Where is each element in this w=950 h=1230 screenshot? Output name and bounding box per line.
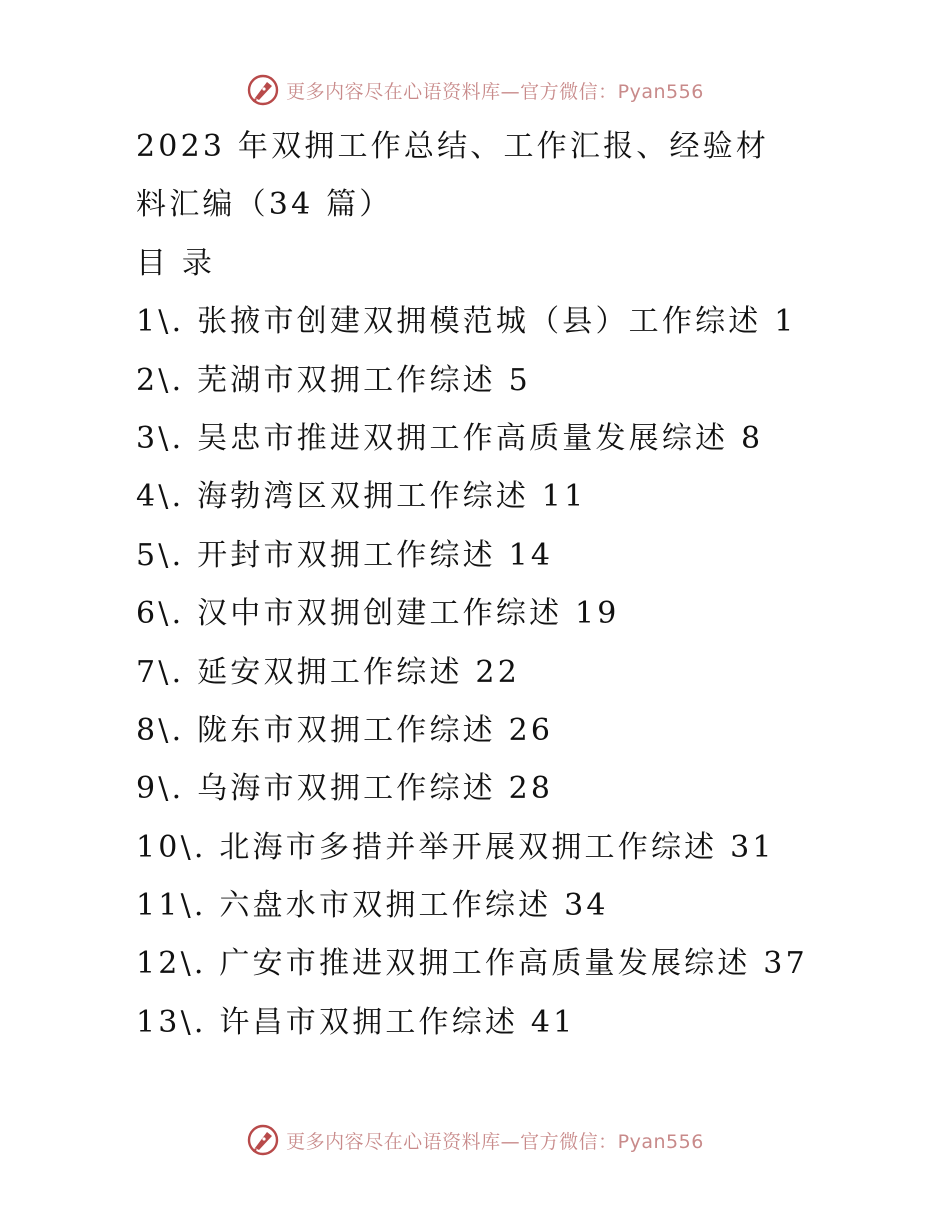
toc-item[interactable]: 8\. 陇东市双拥工作综述 26 <box>136 712 554 748</box>
footer-watermark-banner <box>0 1120 950 1160</box>
toc-item[interactable]: 6\. 汉中市双拥创建工作综述 19 <box>136 596 620 632</box>
pen-nib-logo-icon <box>246 1123 280 1157</box>
toc-item[interactable]: 1\. 张掖市创建双拥模范城（县）工作综述 1 <box>136 304 797 340</box>
toc-item[interactable]: 9\. 乌海市双拥工作综述 28 <box>136 771 554 807</box>
document-title-line-1: 2023 年双拥工作总结、工作汇报、经验材 <box>136 129 770 164</box>
toc-list <box>136 293 836 1052</box>
header-watermark-banner <box>0 70 950 110</box>
watermark-text: 更多内容尽在心语资料库—官方微信：Pyan556 <box>286 1130 704 1153</box>
toc-item[interactable]: 13\. 许昌市双拥工作综述 41 <box>136 1004 576 1040</box>
toc-item[interactable]: 7\. 延安双拥工作综述 22 <box>136 654 520 690</box>
toc-item[interactable]: 11\. 六盘水市双拥工作综述 34 <box>136 888 609 924</box>
document-title-line-2: 料汇编（34 篇） <box>136 187 393 223</box>
pen-nib-logo-icon <box>246 73 280 107</box>
document-body <box>136 118 836 1052</box>
watermark-text: 更多内容尽在心语资料库—官方微信：Pyan556 <box>286 80 704 103</box>
toc-item[interactable]: 2\. 芜湖市双拥工作综述 5 <box>136 362 531 398</box>
toc-item[interactable]: 5\. 开封市双拥工作综述 14 <box>136 537 554 573</box>
toc-item[interactable]: 3\. 吴忠市推进双拥工作高质量发展综述 8 <box>136 420 764 456</box>
toc-item[interactable]: 4\. 海勃湾区双拥工作综述 11 <box>136 479 587 515</box>
toc-item[interactable]: 10\. 北海市多措并举开展双拥工作综述 31 <box>136 829 775 865</box>
toc-heading: 目 录 <box>136 245 216 281</box>
toc-item[interactable]: 12\. 广安市推进双拥工作高质量发展综述 37 <box>136 946 808 982</box>
